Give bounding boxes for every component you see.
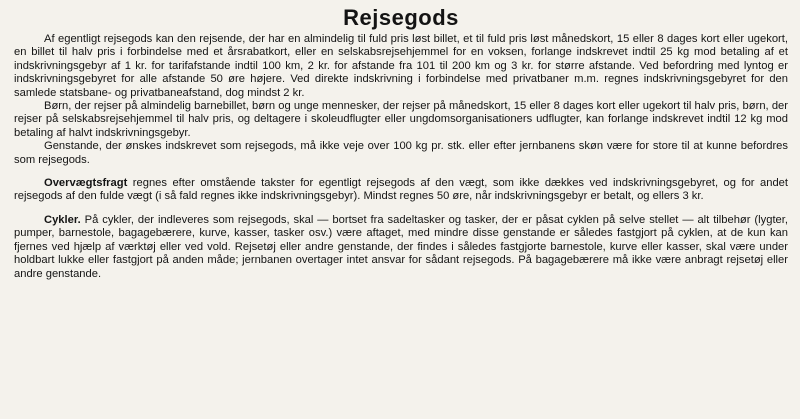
paragraph-text: regnes efter omstående takster for egentligt rejsegods af den vægt, som ikke dækkes ved indskrivningsgebyret, og for andet rejsegods af den fulde vægt (i så fald regnes ikke indskrivningsgebyr). Mindst regnes 50 øre, når indskrivningsgebyr er betalt, og ellers 3 kr.: [14, 177, 788, 203]
paragraph-rejsegods-general: [14, 33, 788, 100]
paragraph-text: Af egentligt rejsegods kan den rejsende, der har en almindelig til fuld pris løst billet, et til fuld pris løst månedskort, 15 eller 8 dages kort eller ugekort, en billet til halv pris i forbindelse med et årsrabatkort, eller en selskabsrejsehjemmel for en voksen, forlange indskrevet indtil 25 kg mod betaling af et indskrivningsgebyr af 1 kr. for tarifafstande indtil 100 km, 2 kr. for afstande fra 101 til 200 km og 3 kr. for større afstande. Ved befordring med lyntog er indskrivningsgebyret for alle afstande 50 øre højere. Ved direkte indskrivning i forbindelse med privatbaner m.m. regnes indskrivningsgebyret for den samlede statsbane- og privatbaneafstand, dog mindst 2 kr.: [14, 33, 788, 99]
paragraph-children: [14, 100, 788, 140]
paragraph-lead-overweight: Overvægtsfragt: [44, 177, 128, 190]
paragraph-lead-bicycles: Cykler.: [44, 213, 81, 226]
paragraph-text: Børn, der rejser på almindelig barnebillet, børn og unge mennesker, der rejser på månedskort, 15 eller 8 dages kort eller ugekort til halv pris, børn, der rejser på selskabsrejsehjemmel til halv pris, og deltagere i skoleudflugter eller ungdomsorganisationers udflugter, kan forlange indskrevet indtil 12 kg mod betaling af halvt indskrivningsgebyr.: [14, 100, 788, 139]
paragraph-text: Genstande, der ønskes indskrevet som rejsegods, må ikke veje over 100 kg pr. stk. eller efter jernbanens skøn være for store til at kunne befordres som rejsegods.: [14, 140, 788, 166]
paragraph-bicycles: [14, 214, 788, 281]
paragraph-overweight: [14, 177, 788, 204]
paragraph-weight-limit: [14, 140, 788, 167]
page-title: Rejsegods: [343, 5, 459, 30]
paragraph-text: På cykler, der indleveres som rejsegods, skal — bortset fra sadeltasker og tasker, der er påsat cyklen på selve stellet — alt tilbehør (lygter, pumper, barnestole, bagagebærere, kurve, kasser, tasker osv.) være aftaget, med mindre disse genstande er således fastgjort på cyklen, at de kun kan fjernes ved hjælp af værktøj eller ved vold. Rejsetøj eller andre genstande, der findes i således fastgjorte barnestole, kurve eller kasser, skal være under holdbart lukke eller fastgjort på anden måde; jernbanen overtager intet ansvar for sådant rejsegods. På bagagebærere må ikke være anbragt rejsetøj eller andre genstande.: [14, 213, 788, 280]
